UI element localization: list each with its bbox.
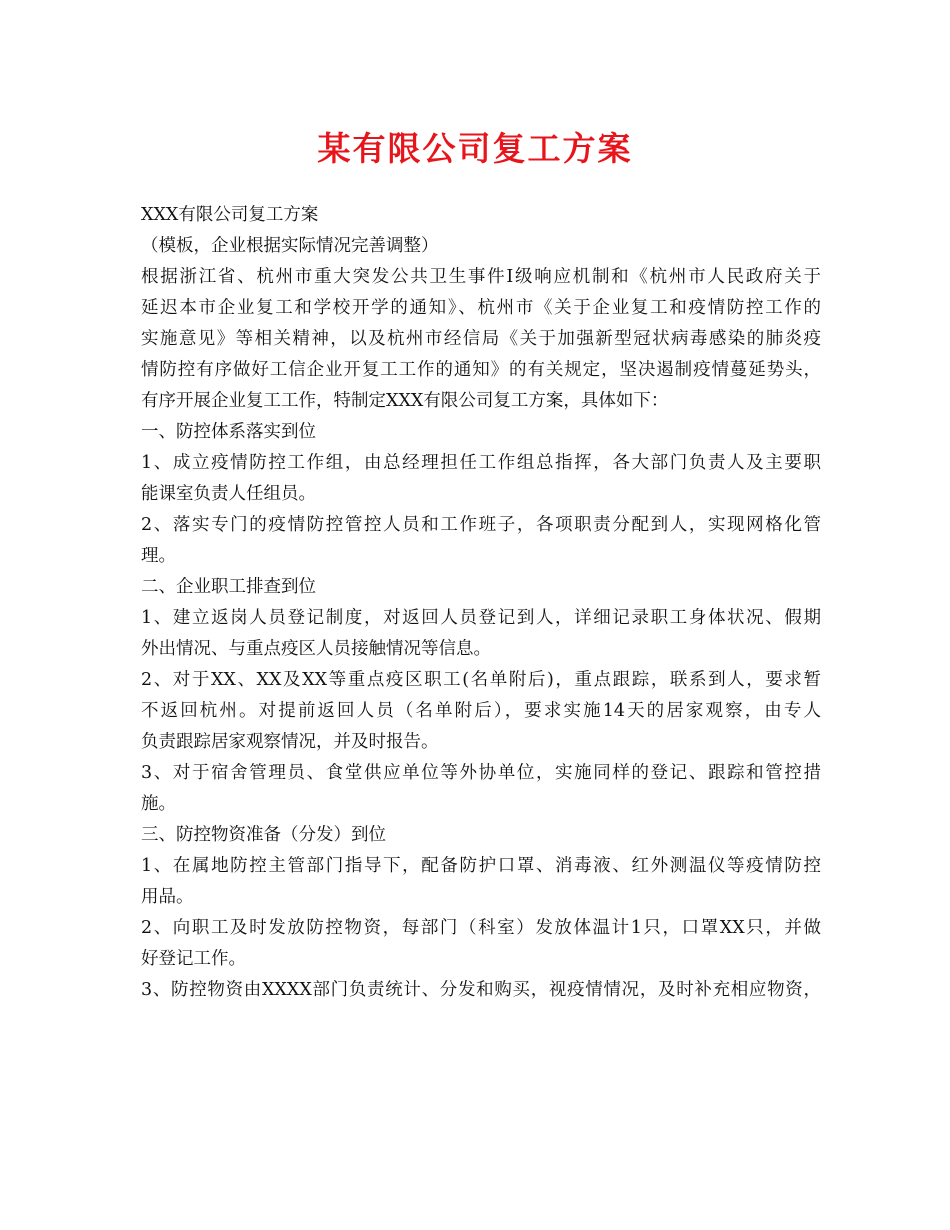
section-heading: 二、企业职工排查到位 (141, 577, 316, 597)
body-line: 外出情况、与重点疫区人员接触情况等信息。 (141, 639, 491, 659)
body-line: 2、对于XX、XX及XX等重点疫区职工(名单附后)，重点跟踪，联系到人，要求暂 (141, 670, 821, 690)
body-line: 1、在属地防控主管部门指导下，配备防护口罩、消毒液、红外测温仪等疫情防控 (141, 856, 821, 876)
body-line: 情防控有序做好工信企业开复工工作的通知》的有关规定，坚决遏制疫情蔓延势头， (141, 360, 821, 380)
body-line: （模板，企业根据实际情况完善调整） (141, 236, 439, 256)
body-line: 延迟本市企业复工和学校开学的通知》、杭州市《关于企业复工和疫情防控工作的 (141, 298, 821, 318)
body-line: 好登记工作。 (141, 949, 246, 969)
body-line: 2、向职工及时发放防控物资，每部门（科室）发放体温计1只，口罩XX只，并做 (141, 918, 821, 938)
section-heading: 三、防控物资准备（分发）到位 (141, 825, 386, 845)
body-line: 能课室负责人任组员。 (141, 484, 316, 504)
body-line: 2、落实专门的疫情防控管控人员和工作班子，各项职责分配到人，实现网格化管 (141, 515, 821, 535)
document-title: 某有限公司复工方案 (317, 129, 633, 168)
body-line: 负责跟踪居家观察情况，并及时报告。 (141, 732, 439, 752)
body-line: XXX有限公司复工方案 (141, 205, 319, 225)
body-line: 用品。 (141, 887, 194, 907)
body-line: 1、建立返岗人员登记制度，对返回人员登记到人，详细记录职工身体状况、假期 (141, 608, 821, 628)
document-body (141, 200, 821, 1006)
body-line: 3、对于宿舍管理员、食堂供应单位等外协单位，实施同样的登记、跟踪和管控措 (141, 763, 821, 783)
body-line: 有序开展企业复工工作，特制定XXX有限公司复工方案，具体如下： (141, 391, 669, 411)
body-line: 理。 (141, 546, 176, 566)
body-line: 1、成立疫情防控工作组，由总经理担任工作组总指挥，各大部门负责人及主要职 (141, 453, 821, 473)
body-line: 施。 (141, 794, 176, 814)
section-heading: 一、防控体系落实到位 (141, 422, 316, 442)
body-line: 根据浙江省、杭州市重大突发公共卫生事件Ⅰ级响应机制和《杭州市人民政府关于 (141, 267, 821, 287)
body-line: 实施意见》等相关精神，以及杭州市经信局《关于加强新型冠状病毒感染的肺炎疫 (141, 329, 821, 349)
body-line: 不返回杭州。对提前返回人员（名单附后），要求实施14天的居家观察，由专人 (141, 701, 821, 721)
body-line: 3、防控物资由XXXX部门负责统计、分发和购买，视疫情情况，及时补充相应物资， (141, 980, 821, 1000)
